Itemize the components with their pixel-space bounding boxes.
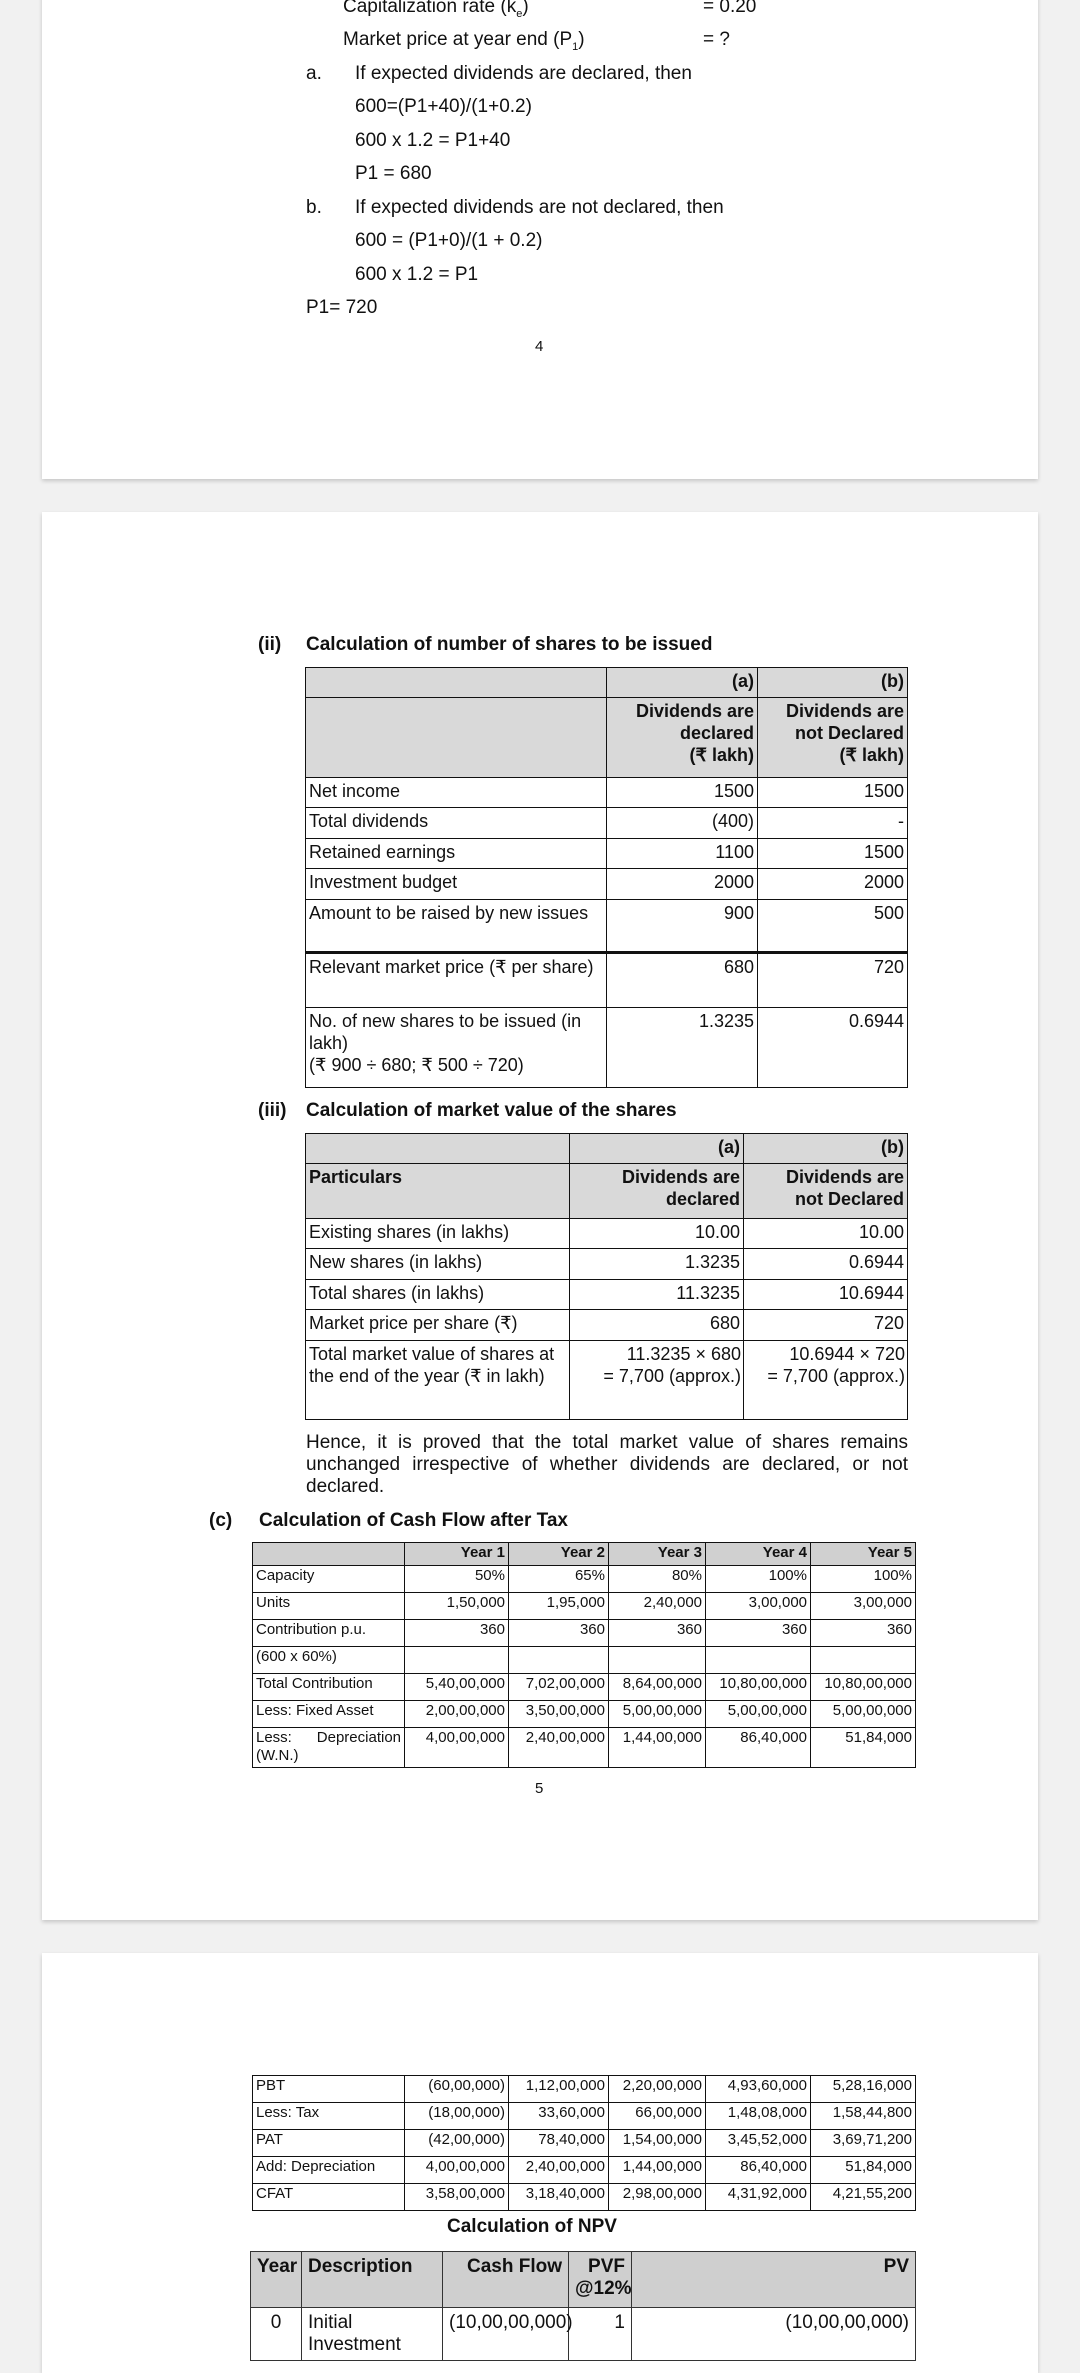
year-value: 5,28,16,000 [811,2076,916,2103]
header-cell [253,1543,405,1566]
header-line: (₹ lakh) [689,745,754,765]
year-value: 66,00,000 [609,2103,706,2130]
value-b: 0.6944 [744,1249,908,1280]
table-row [251,2308,916,2361]
table-row [253,1674,916,1701]
value-b-result: = 7,700 (approx.) [767,1366,905,1386]
row-label: Net income [306,778,607,808]
table-row [306,839,908,869]
value-a: 11.3235 [570,1280,744,1310]
row-label-line: No. of new shares to be issued (in lakh) [309,1011,582,1053]
year-value: 1,48,08,000 [706,2103,811,2130]
value-b [744,1341,908,1420]
year-cell: 0 [251,2308,302,2361]
row-label: PBT [253,2076,405,2103]
year-value: 2,40,00,000 [509,2157,609,2184]
value-b: 10.6944 [744,1280,908,1310]
year-value: 3,45,52,000 [706,2130,811,2157]
year-value: 1,54,00,000 [609,2130,706,2157]
year-value: 51,84,000 [811,1728,916,1768]
description-cell: Initial Investment [302,2308,443,2361]
pv-cell: (10,00,00,000) [632,2308,916,2361]
year-value: 5,00,00,000 [706,1701,811,1728]
row-label: Capacity [253,1566,405,1593]
year-value: 80% [609,1566,706,1593]
case-b-equation-2: 600 x 1.2 = P1 [355,264,479,285]
year-value: 7,02,00,000 [509,1674,609,1701]
year-value: 10,80,00,000 [811,1674,916,1701]
value-a: 1500 [607,778,758,808]
year-value: 50% [405,1566,509,1593]
year-value: 2,98,00,000 [609,2184,706,2211]
year-value: 360 [811,1620,916,1647]
year-value [811,1647,916,1674]
row-label-formula: (₹ 900 ÷ 680; ₹ 500 ÷ 720) [309,1055,524,1075]
table-header-row [306,1134,908,1164]
year-value: 51,84,000 [811,2157,916,2184]
case-a-result: P1 = 680 [355,163,432,184]
value-a: 1.3235 [570,1249,744,1280]
cash-flow-table [252,1542,916,1768]
year-value: 5,00,00,000 [811,1701,916,1728]
header-pv: PV [632,2252,916,2308]
row-label: Existing shares (in lakhs) [306,1219,570,1249]
market-price-label: Market price at year end $(P_1)$ [343,29,585,53]
table-row [306,1280,908,1310]
header-cell [306,668,607,698]
table-row [253,1620,916,1647]
row-label: PAT [253,2130,405,2157]
table-row [306,778,908,808]
value-a: 10.00 [570,1219,744,1249]
table-row [253,2157,916,2184]
year-value: 1,44,00,000 [609,2157,706,2184]
year-value: 1,95,000 [509,1593,609,1620]
header-cell [306,1134,570,1164]
row-label: Add: Depreciation [253,2157,405,2184]
table-row [306,869,908,900]
year-value: 4,00,00,000 [405,2157,509,2184]
year-value: 3,58,00,000 [405,2184,509,2211]
row-label: Total Contribution [253,1674,405,1701]
table-row [306,1008,908,1088]
value-a: 1.3235 [607,1008,758,1088]
header-particulars: Particulars [306,1164,570,1219]
page-number: 5 [535,1780,544,1797]
table-row [306,900,908,953]
table-row [253,1593,916,1620]
cash-flow-cell: (10,00,00,000) [443,2308,569,2361]
year-value: 2,40,00,000 [509,1728,609,1768]
year-value: 360 [706,1620,811,1647]
header-cell-b [758,698,908,778]
header-cell: (b) [744,1134,908,1164]
row-label: Retained earnings [306,839,607,869]
header-line: Dividends are [635,701,754,721]
year-value: 78,40,000 [509,2130,609,2157]
year-value: 360 [405,1620,509,1647]
value-a: 680 [570,1310,744,1341]
cap-rate-value: = 0.20 [703,0,757,17]
case-a-equation-1: 600=(P1+40)/(1+0.2) [355,96,532,117]
value-a: (400) [607,808,758,839]
table-row [253,2076,916,2103]
case-b-text: If expected dividends are not declared, then [355,197,724,218]
header-line: Dividends are [785,701,904,721]
year-value: 4,31,92,000 [706,2184,811,2211]
case-a-text: If expected dividends are declared, then [355,63,692,84]
header-cell [306,698,607,778]
value-a [570,1341,744,1420]
header-line: Dividends are [621,1167,740,1187]
value-b: 0.6944 [758,1008,908,1088]
document-page-6 [42,1953,1038,2373]
year-value: 3,18,40,000 [509,2184,609,2211]
header-cell-b [744,1164,908,1219]
year-value: 10,80,00,000 [706,1674,811,1701]
year-value: 360 [609,1620,706,1647]
value-b: 10.00 [744,1219,908,1249]
section-iii-title: Calculation of market value of the shares [306,1100,677,1121]
row-label: Less: Tax [253,2103,405,2130]
pvf-cell: 1 [569,2308,632,2361]
row-label: CFAT [253,2184,405,2211]
header-cell: (b) [758,668,908,698]
row-label: Total dividends [306,808,607,839]
header-cell: Year 1 [405,1543,509,1566]
year-value: 3,50,00,000 [509,1701,609,1728]
header-line: declared [679,723,754,743]
value-a-result: = 7,700 (approx.) [603,1366,741,1386]
year-value: 86,40,000 [706,2157,811,2184]
table-row [253,1566,916,1593]
header-year: Year [251,2252,302,2308]
year-value: 1,50,000 [405,1593,509,1620]
header-cell-a [607,698,758,778]
row-label: Units [253,1593,405,1620]
value-b: 1500 [758,839,908,869]
table-header-row [253,1543,916,1566]
value-a: 900 [607,900,758,953]
year-value: 8,64,00,000 [609,1674,706,1701]
year-value: 1,58,44,800 [811,2103,916,2130]
value-b: 1500 [758,778,908,808]
year-value: 33,60,000 [509,2103,609,2130]
case-b-result: P1= 720 [306,297,378,318]
year-value [706,1647,811,1674]
npv-table [250,2251,916,2361]
header-cell: (a) [607,668,758,698]
row-label: Total shares (in lakhs) [306,1280,570,1310]
header-line: not Declared [794,723,904,743]
year-value: 2,40,000 [609,1593,706,1620]
document-page-5 [42,512,1038,1920]
list-marker-a: a. [306,63,322,84]
year-value: 3,69,71,200 [811,2130,916,2157]
table-row [253,1647,916,1674]
row-label: Less: Fixed Asset [253,1701,405,1728]
value-b: 720 [758,953,908,1008]
year-value: 4,00,00,000 [405,1728,509,1768]
cap-rate-label: Capitalization rate $(k_e)$ [343,0,529,20]
header-line: Dividends are [785,1167,904,1187]
year-value: 4,21,55,200 [811,2184,916,2211]
table-header-row [306,668,908,698]
table-row [306,808,908,839]
cfat-table-continued [252,2075,916,2211]
row-label: Relevant market price (₹ per share) [306,953,607,1008]
value-b-formula: 10.6944 × 720 [789,1344,905,1364]
value-b: 500 [758,900,908,953]
table-row [253,2103,916,2130]
row-label: Total market value of shares at the end of the year (₹ in lakh) [306,1341,570,1420]
year-value [509,1647,609,1674]
header-line: (₹ lakh) [839,745,904,765]
section-iii-marker: (iii) [258,1100,287,1121]
header-cell: Year 5 [811,1543,916,1566]
row-label: Market price per share (₹) [306,1310,570,1341]
row-label: New shares (in lakhs) [306,1249,570,1280]
value-a: 680 [607,953,758,1008]
market-price-value: = ? [703,29,730,50]
year-value: 100% [811,1566,916,1593]
case-a-equation-2: 600 x 1.2 = P1+40 [355,130,511,151]
table-row [253,2130,916,2157]
header-line: PVF [588,2256,625,2277]
section-c-marker: (c) [209,1510,233,1531]
table-row [253,1728,916,1768]
year-value: 1,44,00,000 [609,1728,706,1768]
year-value: 3,00,000 [811,1593,916,1620]
list-marker-b: b. [306,197,322,218]
header-pvf [569,2252,632,2308]
year-value: 2,00,00,000 [405,1701,509,1728]
year-value: 5,40,00,000 [405,1674,509,1701]
table-header-row [251,2252,916,2308]
value-a-formula: 11.3235 × 680 [626,1344,741,1364]
document-page-4 [42,0,1038,479]
page-number: 4 [535,338,544,355]
header-line: declared [665,1189,740,1209]
table-row [306,953,908,1008]
year-value: 100% [706,1566,811,1593]
year-value: 86,40,000 [706,1728,811,1768]
year-value: 1,12,00,000 [509,2076,609,2103]
header-cell: Year 4 [706,1543,811,1566]
market-value-table [305,1133,908,1420]
header-line: not Declared [794,1189,904,1209]
shares-issued-table [305,667,908,1088]
header-cash-flow: Cash Flow [443,2252,569,2308]
row-label: Less: Depreciation (W.N.) [253,1728,405,1768]
value-b: 2000 [758,869,908,900]
table-row [253,2184,916,2211]
row-label: Investment budget [306,869,607,900]
year-value: (60,00,000) [405,2076,509,2103]
year-value: (18,00,000) [405,2103,509,2130]
row-label: Contribution p.u. [253,1620,405,1647]
year-value: 4,93,60,000 [706,2076,811,2103]
section-c-title: Calculation of Cash Flow after Tax [259,1510,568,1531]
section-ii-marker: (ii) [258,634,282,655]
header-cell: (a) [570,1134,744,1164]
table-row [306,1249,908,1280]
year-value: 2,20,00,000 [609,2076,706,2103]
table-header-row [306,1164,908,1219]
year-value [405,1647,509,1674]
table-row [306,1310,908,1341]
year-value: 3,00,000 [706,1593,811,1620]
table-row [306,1219,908,1249]
table-header-row [306,698,908,778]
header-line: @12% [575,2278,632,2299]
value-a: 2000 [607,869,758,900]
table-row [306,1341,908,1420]
year-value: (42,00,000) [405,2130,509,2157]
conclusion-paragraph: Hence, it is proved that the total market value of shares remains unchanged irrespective of whether dividends are declared, or not declared. [306,1432,908,1497]
row-label: (600 x 60%) [253,1647,405,1674]
header-cell-a [570,1164,744,1219]
value-a: 1100 [607,839,758,869]
year-value [609,1647,706,1674]
year-value: 65% [509,1566,609,1593]
header-cell: Year 2 [509,1543,609,1566]
value-b: - [758,808,908,839]
npv-title: Calculation of NPV [447,2216,617,2237]
case-b-equation-1: 600 = (P1+0)/(1 + 0.2) [355,230,543,251]
value-b: 720 [744,1310,908,1341]
row-label: Amount to be raised by new issues [306,900,607,953]
row-label [306,1008,607,1088]
year-value: 5,00,00,000 [609,1701,706,1728]
header-description: Description [302,2252,443,2308]
year-value: 360 [509,1620,609,1647]
section-ii-title: Calculation of number of shares to be issued [306,634,713,655]
header-cell: Year 3 [609,1543,706,1566]
table-row [253,1701,916,1728]
